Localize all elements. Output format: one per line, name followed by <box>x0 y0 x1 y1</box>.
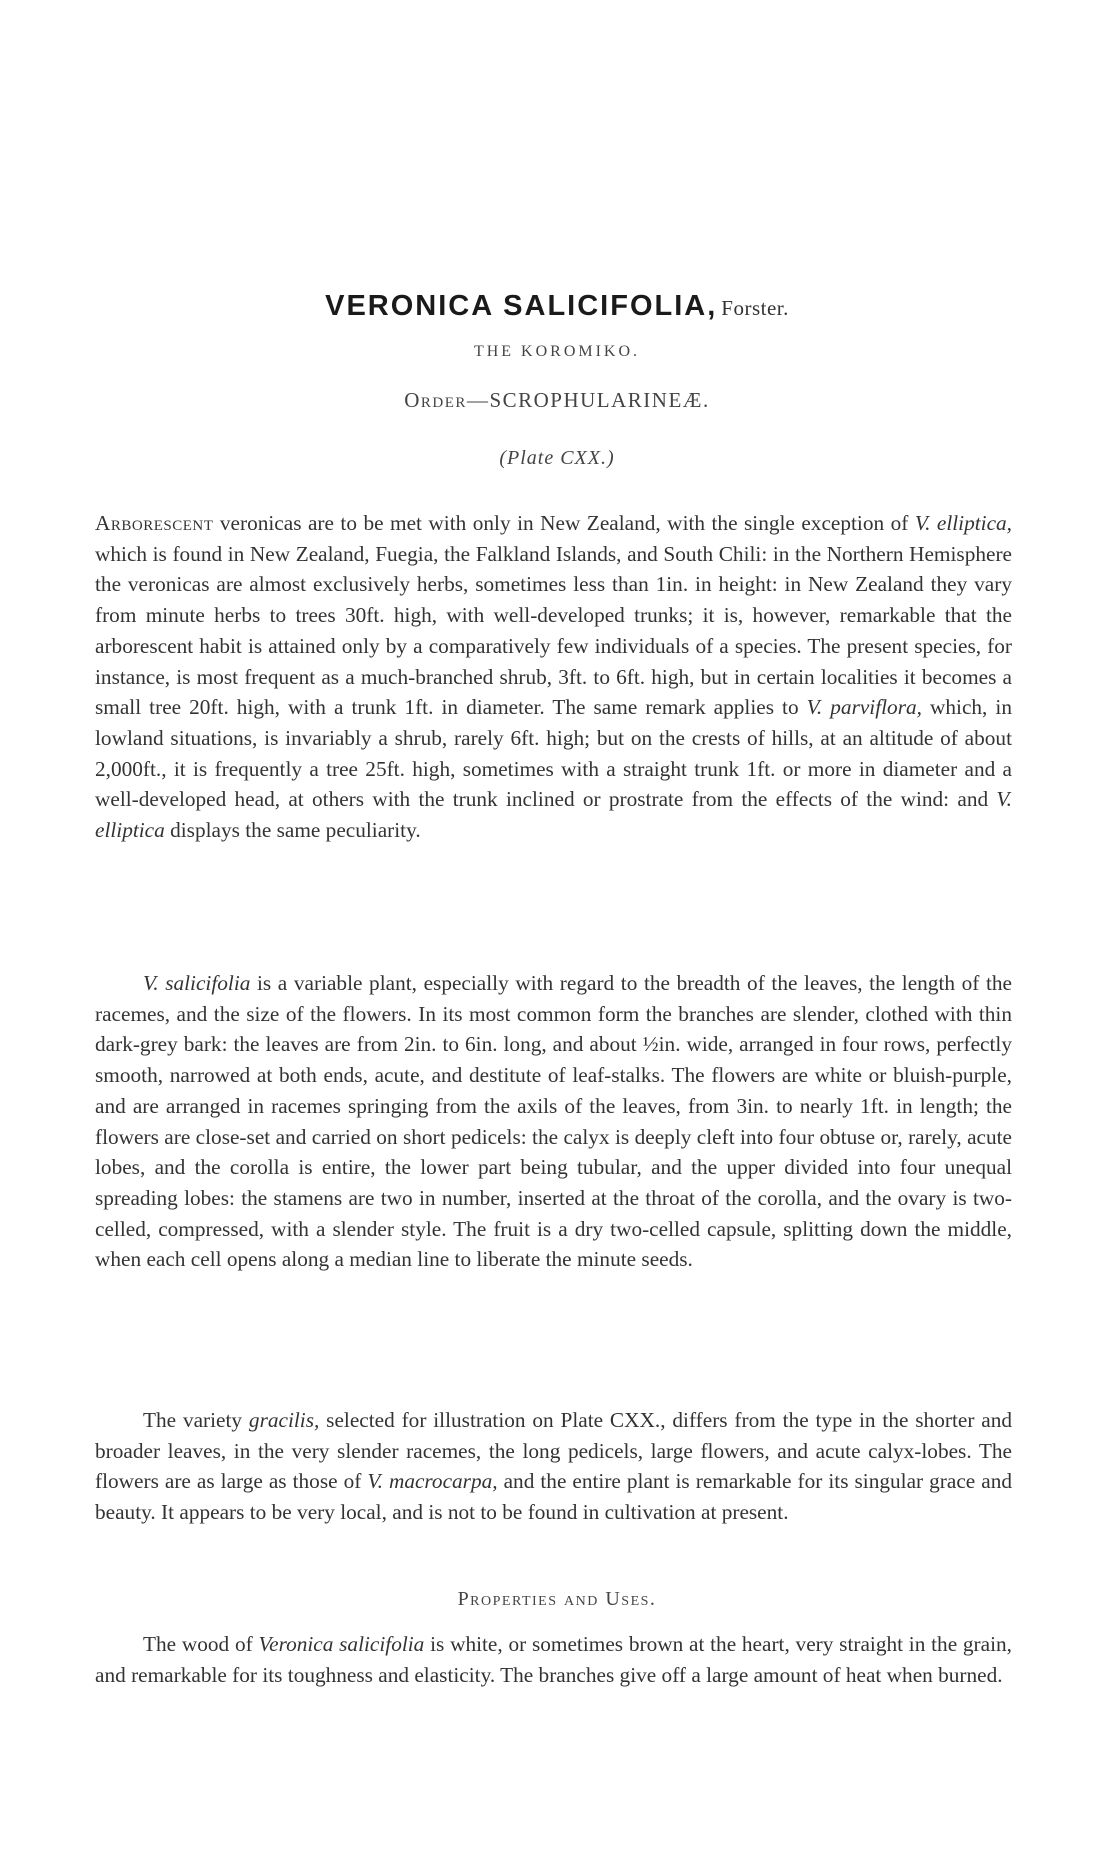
italic-species: V. parviflora, <box>806 695 922 720</box>
text-run: is a variable plant, especially with regard to the breadth of the leaves, the length of the racemes, and the size of the flowers. In its most common form the branches are slender, clothed with thin dark-grey bark: the leaves are from 2in. to 6in. long, and about ½in. wide, arranged in four rows, perfectly smooth, narrowed at both ends, acute, and destitute of leaf-stalks. The flowers are white or bluish-purple, and are arranged in racemes springing from the axils of the leaves, from 3in. to nearly 1ft. in length; the flowers are close-set and carried on short pedicels: the calyx is deeply cleft into four obtuse or, rarely, acute lobes, and the corolla is entire, the lower part being tubular, and the upper divided into four unequal spreading lobes: the stamens are two in number, inserted at the throat of the corolla, and the ovary is two-celled, compressed, with a slender style. The fruit is a dry two-celled capsule, splitting down the middle, when each cell opens along a median line to liberate the minute seeds. <box>95 971 1012 1272</box>
italic-species: Veronica salicifolia <box>258 1632 425 1656</box>
italic-species: V. elliptica, <box>914 511 1012 535</box>
lead-word: Arborescent <box>95 511 214 535</box>
text-run: displays the same peculiarity. <box>164 818 421 843</box>
italic-species: V. macrocarpa, <box>367 1469 498 1494</box>
common-name: THE KOROMIKO. <box>473 343 641 360</box>
section-heading-properties: Properties and Uses. <box>457 1588 657 1610</box>
order-dash: — <box>466 388 490 412</box>
text-run: is white, or sometimes brown at the heart, very straight in the grain, and remarkable for its toughness and elasticity. The branches give off a large amount of heat when burned. <box>95 1632 1012 1687</box>
order-name: SCROPHULARINEÆ. <box>489 388 710 412</box>
paragraph-variety <box>95 1405 1012 1528</box>
page-title <box>0 290 1114 323</box>
plate-reference: (Plate CXX.) <box>499 447 615 469</box>
italic-species: V. elliptica <box>95 787 1012 843</box>
text-run: which, in lowland situations, is invariably a shrub, rarely 6ft. high; but on the crests of hills, at an altitude of about 2,000ft., it is frequently a tree 25ft. high, sometimes with a straight trunk 1ft. or more in diameter and a well-developed head, at others with the trunk inclined or prostrate from the effects of the wind: and <box>95 695 1012 812</box>
italic-variety: gracilis, <box>248 1408 320 1432</box>
order-label: Order <box>404 388 467 412</box>
paragraph-description <box>95 968 1012 1275</box>
text-run: and the entire plant is remarkable for its singular grace and beauty. It appears to be very local, and is not to be found in cultivation at present. <box>95 1469 1012 1525</box>
order-line <box>0 388 1114 413</box>
text-run: The wood of <box>143 1632 259 1656</box>
paragraph-properties <box>95 1629 1012 1690</box>
author-name: Forster. <box>721 296 789 320</box>
italic-species: V. salicifolia <box>143 971 251 995</box>
paragraph-intro <box>95 508 1012 846</box>
text-run: selected for illustration on Plate CXX., differs from the type in the shorter and broader leaves, in the very slender racemes, the long pedicels, large flowers, and acute calyx-lobes. The flowers are as large as those of <box>95 1408 1012 1494</box>
text-run: veronicas are to be met with only in New Zealand, with the single exception of <box>213 511 915 535</box>
text-run: which is found in New Zealand, Fuegia, the Falkland Islands, and South Chili: in the Northern Hemisphere the veronicas are almost exclusively herbs, sometimes less than 1in. in height: in New Zealand they vary from minute herbs to trees 30ft. high, with well-developed trunks; it is, however, remarkable that the arborescent habit is attained only by a comparatively few individuals of a species. The present species, for instance, is most frequent as a much-branched shrub, 3ft. to 6ft. high, but in certain localities it becomes a small tree 20ft. high, with a trunk 1ft. in diameter. The same remark applies to <box>95 541 1012 720</box>
text-run: The variety <box>143 1408 249 1432</box>
species-name: VERONICA SALICIFOLIA, <box>325 290 718 322</box>
